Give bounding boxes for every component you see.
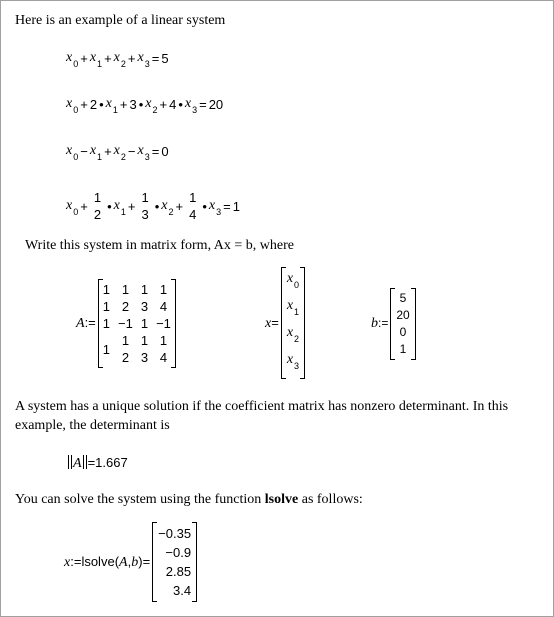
fraction-one-third: 1 3 [141,190,149,222]
vector-x-definition[interactable]: x= x0 x1 x2 x3 [265,267,305,379]
vector-b-label: b [371,316,378,331]
matrix-cell: 3 [140,350,149,365]
vector-b [390,288,415,360]
determinant-operand: A [73,456,82,471]
matrix-cell: 3 [140,299,149,314]
vector-x [281,267,305,379]
solution-expression[interactable]: x:=lsolve(A,b)= −0.35 −0.9 2.85 3.4 [64,522,197,602]
determinant-bar-right [86,455,87,469]
vector-element: x0 [286,271,300,290]
matrix-cell: 1 [140,333,149,348]
matrix-cell: 1 [102,341,111,357]
lsolve-call: lsolve [81,553,115,569]
lsolve-function-name: lsolve [264,492,299,507]
matrix-cell: 4 [159,299,168,314]
vector-element: 1 [399,342,407,356]
matrix-cell: 1 [159,282,168,297]
vector-element: 0 [399,325,407,339]
equation-2[interactable]: x 0 + 2 • x 1 + 3 • x 2 + 4 • x 3 = 20 [66,96,224,115]
solution-value: 3.4 [172,583,192,598]
matrix-cell: 2 [121,350,130,365]
matrix-a-definition[interactable]: A:= 1 1 1 1 1 2 3 4 1 −1 1 −1 1 1 1 1 2 3 4 [76,279,176,368]
matrix-cell: −1 [118,316,133,331]
equation-1[interactable]: x 0 + x 1 + x 2 + x 3 = 5 [66,50,169,69]
determinant-expression[interactable]: A =1.667 [67,455,128,472]
vector-x-label: x [265,315,272,331]
matrix-a-label: A [76,316,85,331]
determinant-bar-left [68,455,69,469]
intro-text: Here is an example of a linear system [15,13,226,28]
solution-vector [152,522,197,602]
determinant-text: A system has a unique solution if the coefficient matrix has nonzero determinant. In this example, the determinant is [15,399,509,433]
solution-value: −0.9 [165,545,192,560]
equation-3[interactable]: x 0 − x 1 + x 2 − x 3 = 0 [66,143,169,162]
vector-element: 5 [399,291,407,305]
matrix-cell: 1 [140,282,149,297]
matrix-cell: 1 [121,282,130,297]
solve-text: You can solve the system using the function lsolve as follows: [15,492,363,507]
equation-4[interactable]: x 0 + 1 2 • x 1 + 1 3 • x 2 + 1 4 • x 3 = 1 [66,190,240,222]
matrix-form-text: Write this system in matrix form, Ax = b, where [25,238,295,253]
matrix-cell: 1 [159,333,168,348]
fraction-one-half: 1 2 [93,190,102,222]
vector-b-definition[interactable]: b:= 5 20 0 1 [371,288,416,360]
matrix-cell: 1 [102,299,111,314]
vector-element: x3 [286,352,300,371]
matrix-cell: 1 [102,316,111,331]
vector-element: x1 [286,298,300,317]
vector-element: 20 [396,308,410,322]
matrix-cell: 4 [159,350,168,365]
fraction-one-fourth: 1 4 [189,190,197,222]
matrix-a [98,279,176,368]
solution-value: −0.35 [158,526,192,541]
matrix-cell: 1 [121,333,130,348]
matrix-cell: 2 [121,299,130,314]
determinant-value: 1.667 [95,455,128,470]
matrix-cell: −1 [156,316,171,331]
matrix-cell: 1 [102,282,111,297]
solution-value: 2.85 [165,564,192,579]
matrix-cell: 1 [140,316,149,331]
vector-element: x2 [286,325,300,344]
